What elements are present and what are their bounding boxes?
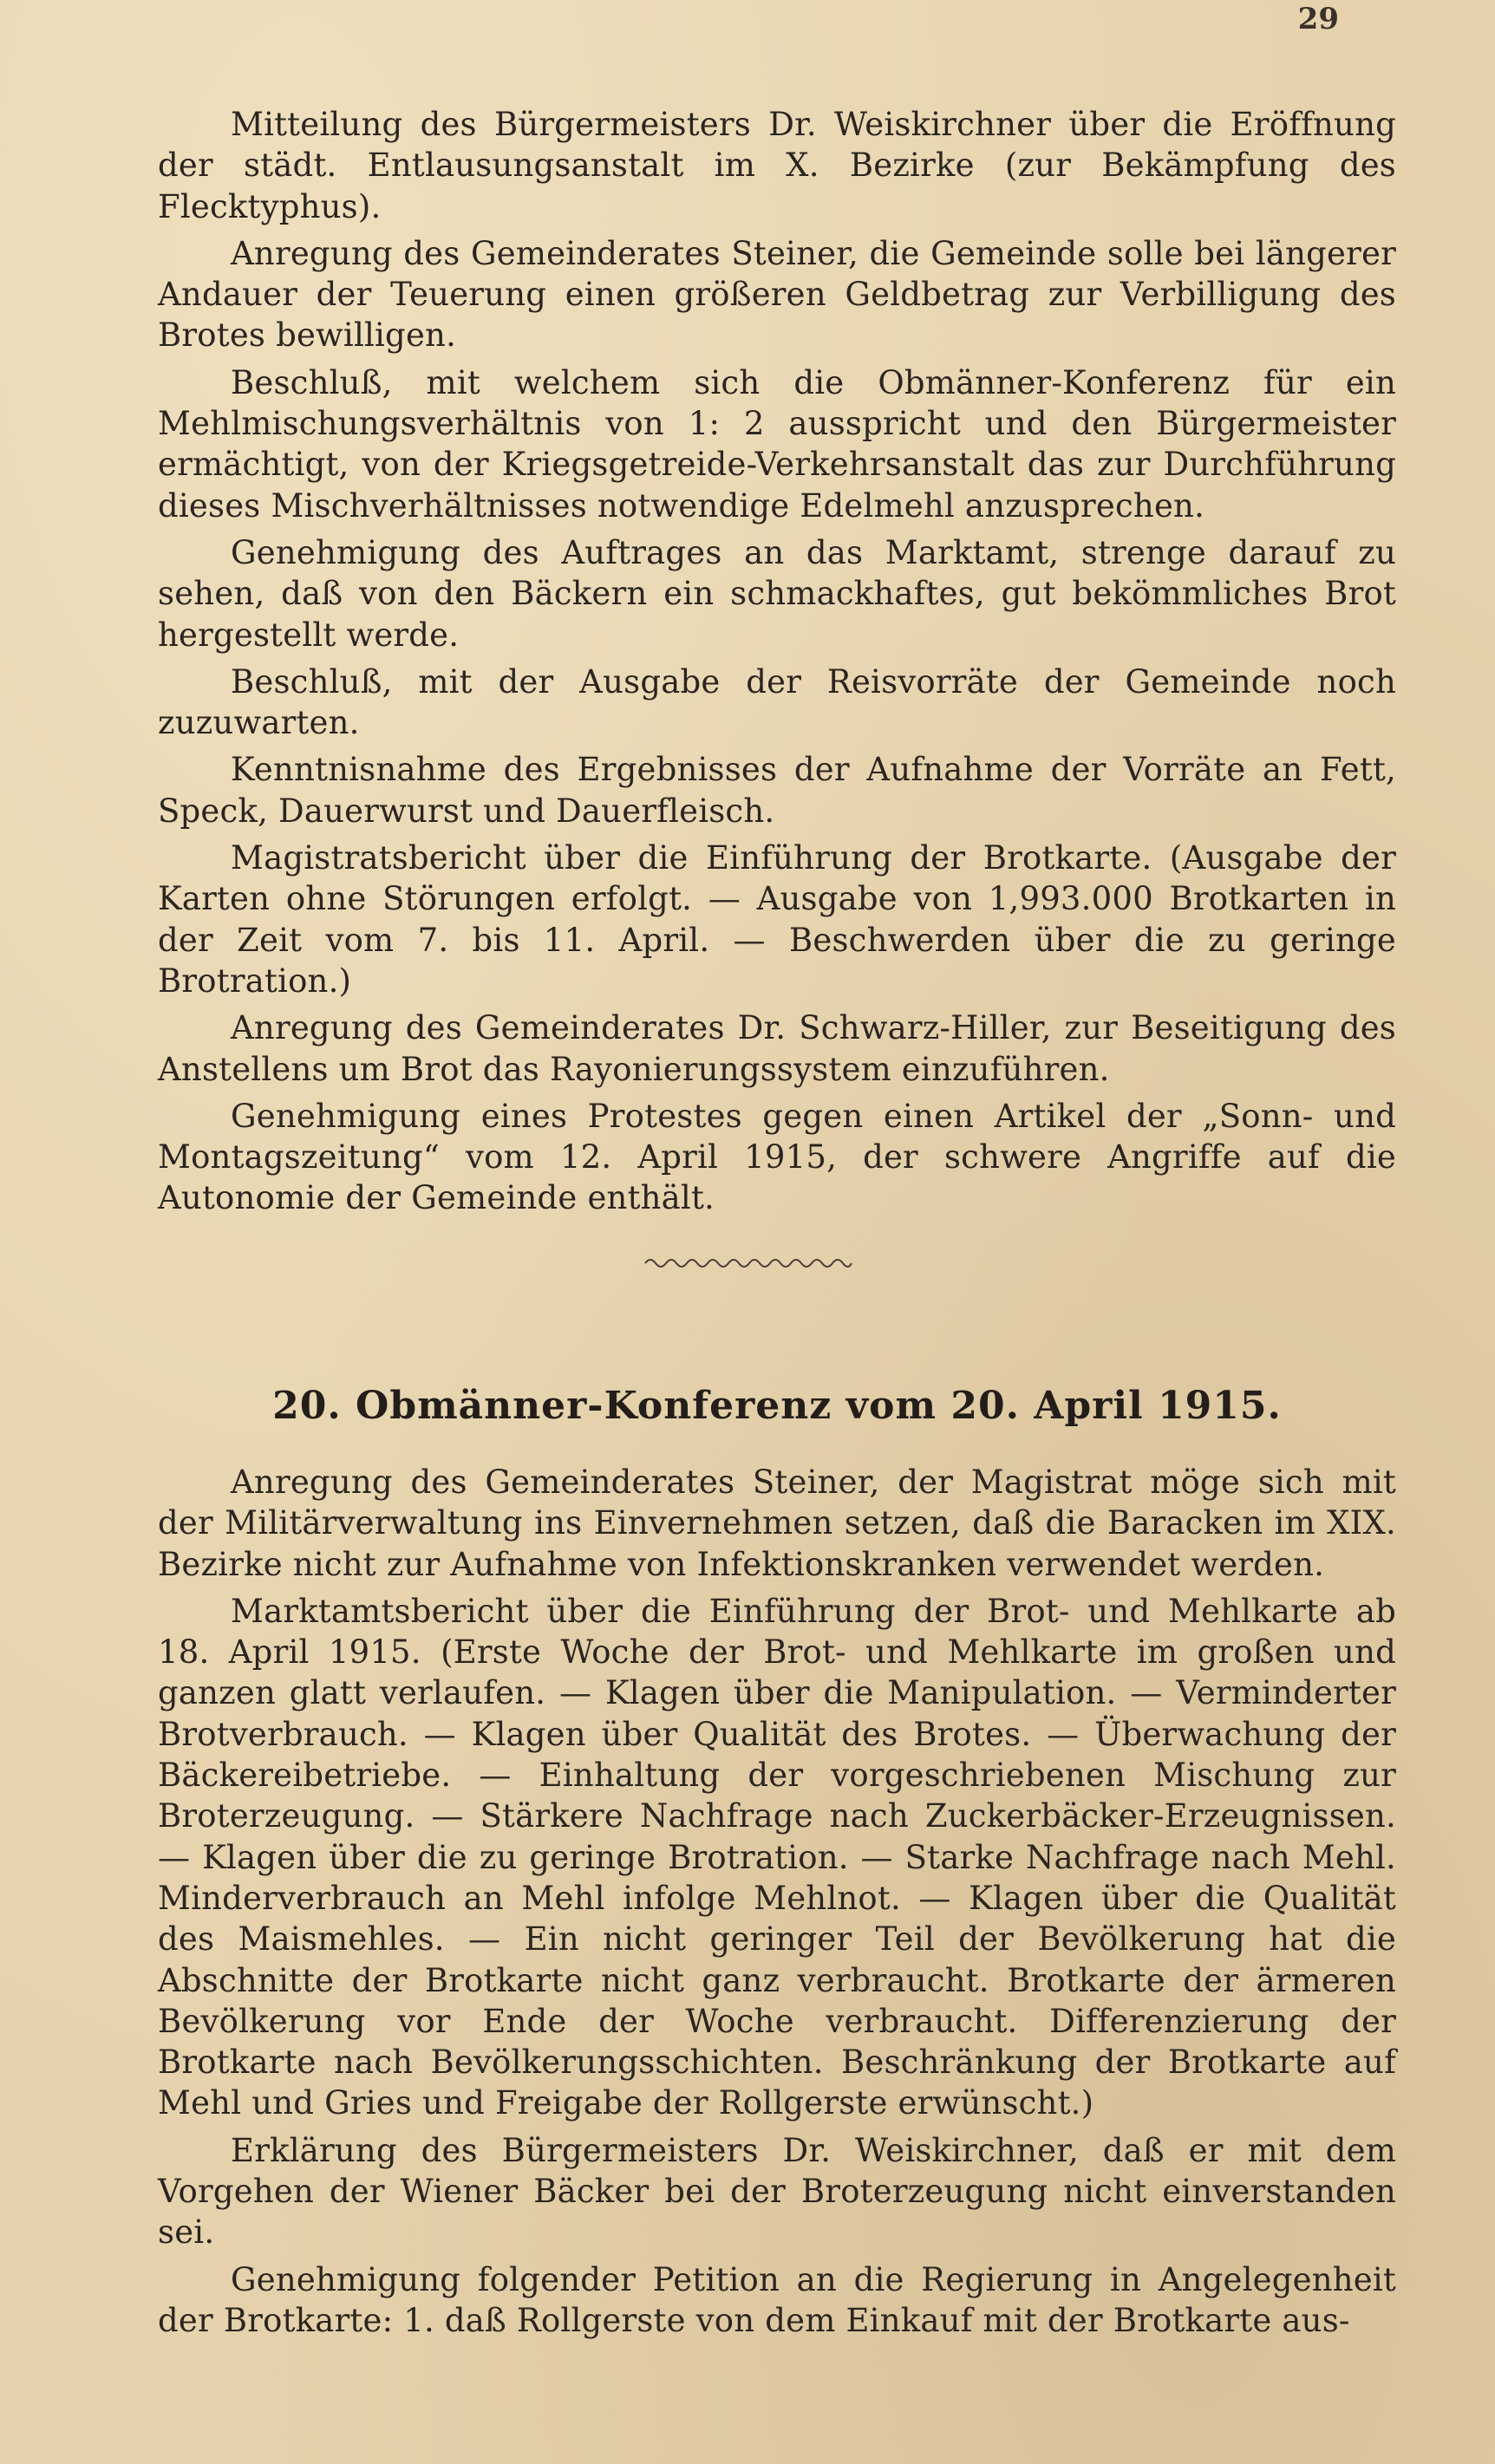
paragraph: Erklärung des Bürgermeisters Dr. Weiskirchner, daß er mit dem Vorgehen der Wiener Bäcker bei der Broterzeugung nicht einverstanden sei. [158, 2131, 1396, 2252]
top-text-section [158, 104, 1396, 1225]
paragraph: Beschluß, mit welchem sich die Obmänner-Konferenz für ein Mehlmischungsverhältnis von 1: 2 ausspricht und den Bürgermeister ermächtigt, von der Kriegsgetreide-Verkehrsanstalt das zur Durchführung dieses Mischverhältnisses notwendige Edelmehl anzusprechen. [158, 363, 1396, 525]
paragraph: Anregung des Gemeinderates Steiner, die Gemeinde solle bei längerer Andauer der Teuerung einen größeren Geldbetrag zur Verbilligung des Brotes bewilligen. [158, 234, 1396, 355]
section-heading: 20. Obmänner-Konferenz vom 20. April 1915. [272, 1384, 1282, 1428]
paragraph: Genehmigung folgender Petition an die Regierung in Angelegenheit der Brotkarte: 1. daß Rollgerste von dem Einkauf mit der Brotkarte aus- [158, 2260, 1396, 2339]
paragraph: Magistratsbericht über die Einführung der Brotkarte. (Ausgabe der Karten ohne Störungen erfolgt. — Ausgabe von 1,993.000 Brotkarten in der Zeit vom 7. bis 11. April. — Beschwerden über die zu geringe Brotration.) [158, 839, 1396, 1000]
bottom-text-section [158, 1462, 1396, 2347]
paragraph: Genehmigung des Auftrages an das Marktamt, strenge darauf zu sehen, daß von den Bäckern ein schmackhaftes, gut bekömmliches Brot hergestellt werde. [158, 533, 1396, 654]
ornamental-divider [643, 1253, 853, 1274]
paragraph: Kenntnisnahme des Ergebnisses der Aufnahme der Vorräte an Fett, Speck, Dauerwurst und Dauerfleisch. [158, 751, 1396, 830]
page-number: 29 [1297, 2, 1339, 36]
paragraph: Anregung des Gemeinderates Dr. Schwarz-Hiller, zur Beseitigung des Anstellens um Brot das Rayonierungssystem einzuführen. [158, 1009, 1396, 1088]
paragraph: Genehmigung eines Protestes gegen einen Artikel der „Sonn- und Montagszeitung“ vom 12. April 1915, der schwere Angriffe auf die Autonomie der Gemeinde enthält. [158, 1097, 1396, 1217]
paragraph: Marktamtsbericht über die Einführung der Brot- und Mehlkarte ab 18. April 1915. (Erste Woche der Brot- und Mehlkarte im großen und ganzen glatt verlaufen. — Klagen über die Manipulation. — Verminderter Brotverbrauch. — Klagen über Qualität des Brotes. — Überwachung der Bäckereibetriebe. — Einhaltung der vorgeschriebenen Mischung zur Broterzeugung. — Stärkere Nachfrage nach Zuckerbäcker-Erzeugnissen. — Klagen über die zu geringe Brotration. — Starke Nachfrage nach Mehl. Minderverbrauch an Mehl infolge Mehlnot. — Klagen über die Qualität des Maismehles. — Ein nicht geringer Teil der Bevölkerung hat die Abschnitte der Brotkarte nicht ganz verbraucht. Brotkarte der ärmeren Bevölkerung vor Ende der Woche verbraucht. Differenzierung der Brotkarte nach Bevölkerungsschichten. Beschränkung der Brotkarte auf Mehl und Gries und Freigabe der Rollgerste erwünscht.) [158, 1592, 1396, 2122]
paragraph: Mitteilung des Bürgermeisters Dr. Weiskirchner über die Eröffnung der städt. Entlausungsanstalt im X. Bezirke (zur Bekämpfung des Flecktyphus). [158, 106, 1396, 225]
paragraph: Anregung des Gemeinderates Steiner, der Magistrat möge sich mit der Militärverwaltung ins Einvernehmen setzen, daß die Baracken im XIX. Bezirke nicht zur Aufnahme von Infektionskranken verwendet werden. [158, 1463, 1396, 1583]
paragraph: Beschluß, mit der Ausgabe der Reisvorräte der Gemeinde noch zuzuwarten. [158, 662, 1396, 742]
